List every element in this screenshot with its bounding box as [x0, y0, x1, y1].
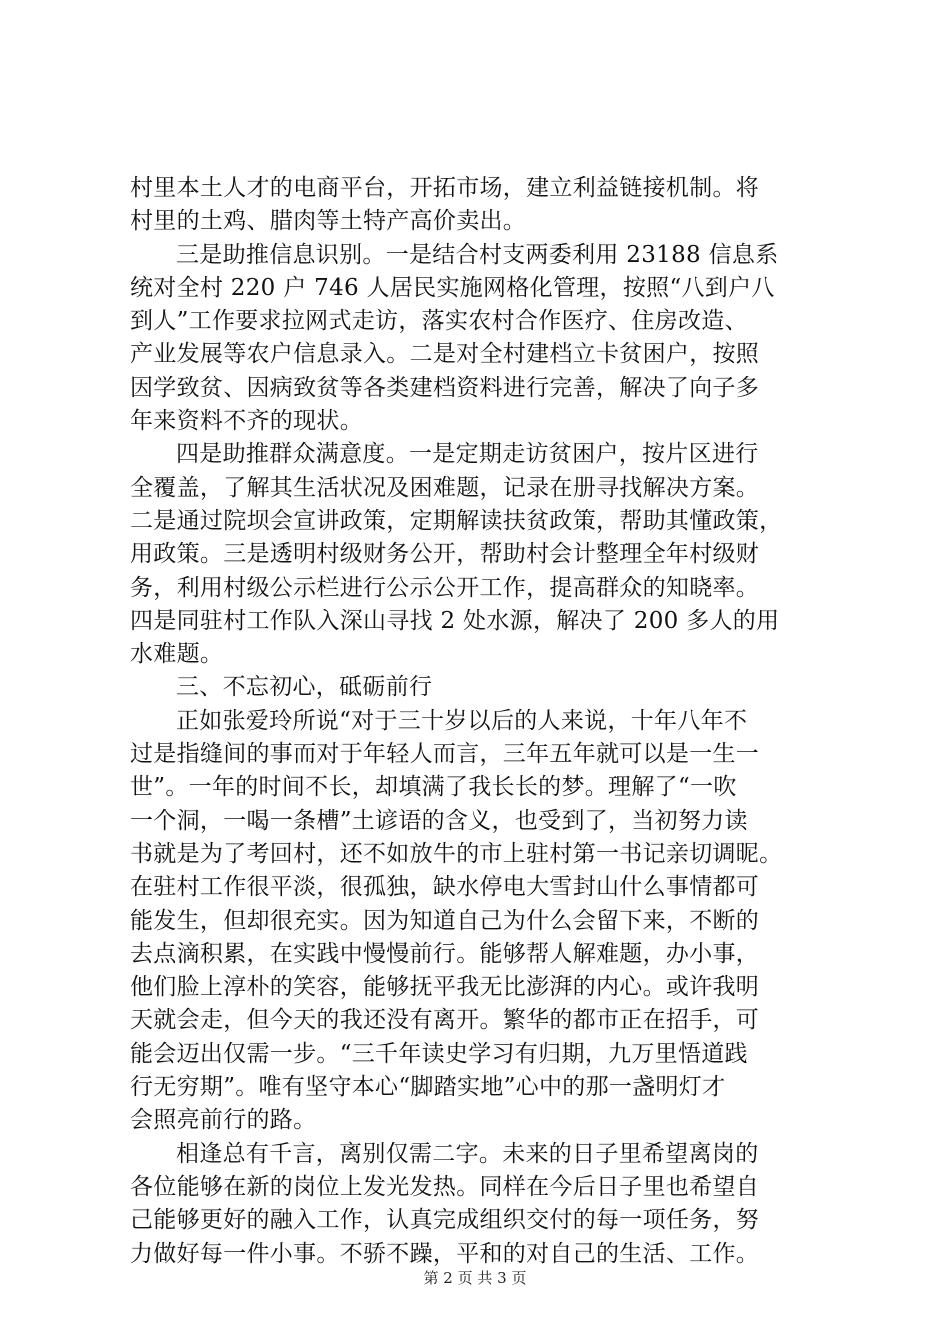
text-line: 产业发展等农户信息录入。二是对全村建档立卡贫困户，按照	[130, 341, 760, 368]
text-line: 因学致贫、因病致贫等各类建档资料进行完善，解决了向子多	[130, 374, 760, 401]
text-line: 水难题。	[130, 641, 224, 668]
page-indicator: 第 2 页 共 3 页	[423, 1269, 527, 1287]
text-line: 到人”工作要求拉网式走访，落实农村合作医疗、住房改造、	[130, 308, 748, 335]
text-line: 天就会走，但今天的我还没有离开。繁华的都市正在招手，可	[130, 1007, 760, 1034]
text-line: 村里的土鸡、腊肉等土特产高价卖出。	[130, 208, 527, 235]
text-line: 世”。一年的时间不长，却填满了我长长的梦。理解了“一吹	[130, 774, 737, 801]
text-line: 过是指缝间的事而对于年轻人而言，三年五年就可以是一生一	[130, 741, 760, 768]
text-line: 务，利用村级公示栏进行公示公开工作，提高群众的知晓率。	[130, 574, 760, 601]
text-line: 各位能够在新的岗位上发光发热。同样在今后日子里也希望自	[130, 1173, 760, 1200]
text-line: 己能够更好的融入工作，认真完成组织交付的每一项任务，努	[130, 1207, 760, 1234]
text-line: 村里本土人才的电商平台，开拓市场，建立利益链接机制。将	[130, 175, 760, 201]
text-line: 年来资料不齐的现状。	[130, 408, 363, 435]
text-line: 力做好每一件小事。不骄不躁，平和的对自己的生活、工作。	[130, 1240, 760, 1267]
text-line: 四是同驻村工作队入深山寻找 2 处水源，解决了 200 多人的用	[130, 607, 780, 634]
text-line: 在驻村工作很平淡，很孤独，缺水停电大雪封山什么事情都可	[130, 874, 760, 901]
document-body	[130, 172, 830, 1271]
text-line: 一个洞，一喝一条槽”土谚语的含义，也受到了，当初努力读	[130, 807, 748, 834]
text-line: 二是通过院坝会宣讲政策，定期解读扶贫政策，帮助其懂政策，	[130, 507, 783, 534]
text-line: 去点滴积累，在实践中慢慢前行。能够帮人解难题，办小事，	[130, 940, 760, 967]
paragraph-first-line: 相逢总有千言，离别仅需二字。未来的日子里希望离岗的	[176, 1140, 759, 1167]
text-line: 能会迈出仅需一步。“三千年读史学习有归期，九万里悟道践	[130, 1040, 748, 1067]
paragraph-first-line: 三是助推信息识别。一是结合村支两委利用 23188 信息系	[176, 241, 779, 268]
text-line: 统对全村 220 户 746 人居民实施网格化管理，按照“八到户八	[130, 274, 775, 301]
text-line: 会照亮前行的路。	[130, 1107, 317, 1134]
text-line: 能发生，但却很充实。因为知道自己为什么会留下来，不断的	[130, 907, 760, 934]
section-heading: 三、不忘初心，砥砺前行	[176, 674, 433, 701]
text-line: 用政策。三是透明村级财务公开，帮助村会计整理全年村级财	[130, 541, 760, 568]
paragraph-first-line: 四是助推群众满意度。一是定期走访贫困户，按片区进行	[176, 441, 759, 468]
text-line: 行无穷期”。唯有坚守本心“脚踏实地”心中的那一盏明灯才	[130, 1074, 726, 1101]
paragraph-first-line: 正如张爱玲所说“对于三十岁以后的人来说，十年八年不	[176, 707, 748, 734]
text-line: 他们脸上淳朴的笑容，能够抚平我无比澎湃的内心。或许我明	[130, 974, 760, 1001]
text-line: 书就是为了考回村，还不如放牛的市上驻村第一书记亲切调昵。	[130, 840, 783, 867]
text-line: 全覆盖，了解其生活状况及困难题，记录在册寻找解决方案。	[130, 474, 760, 501]
